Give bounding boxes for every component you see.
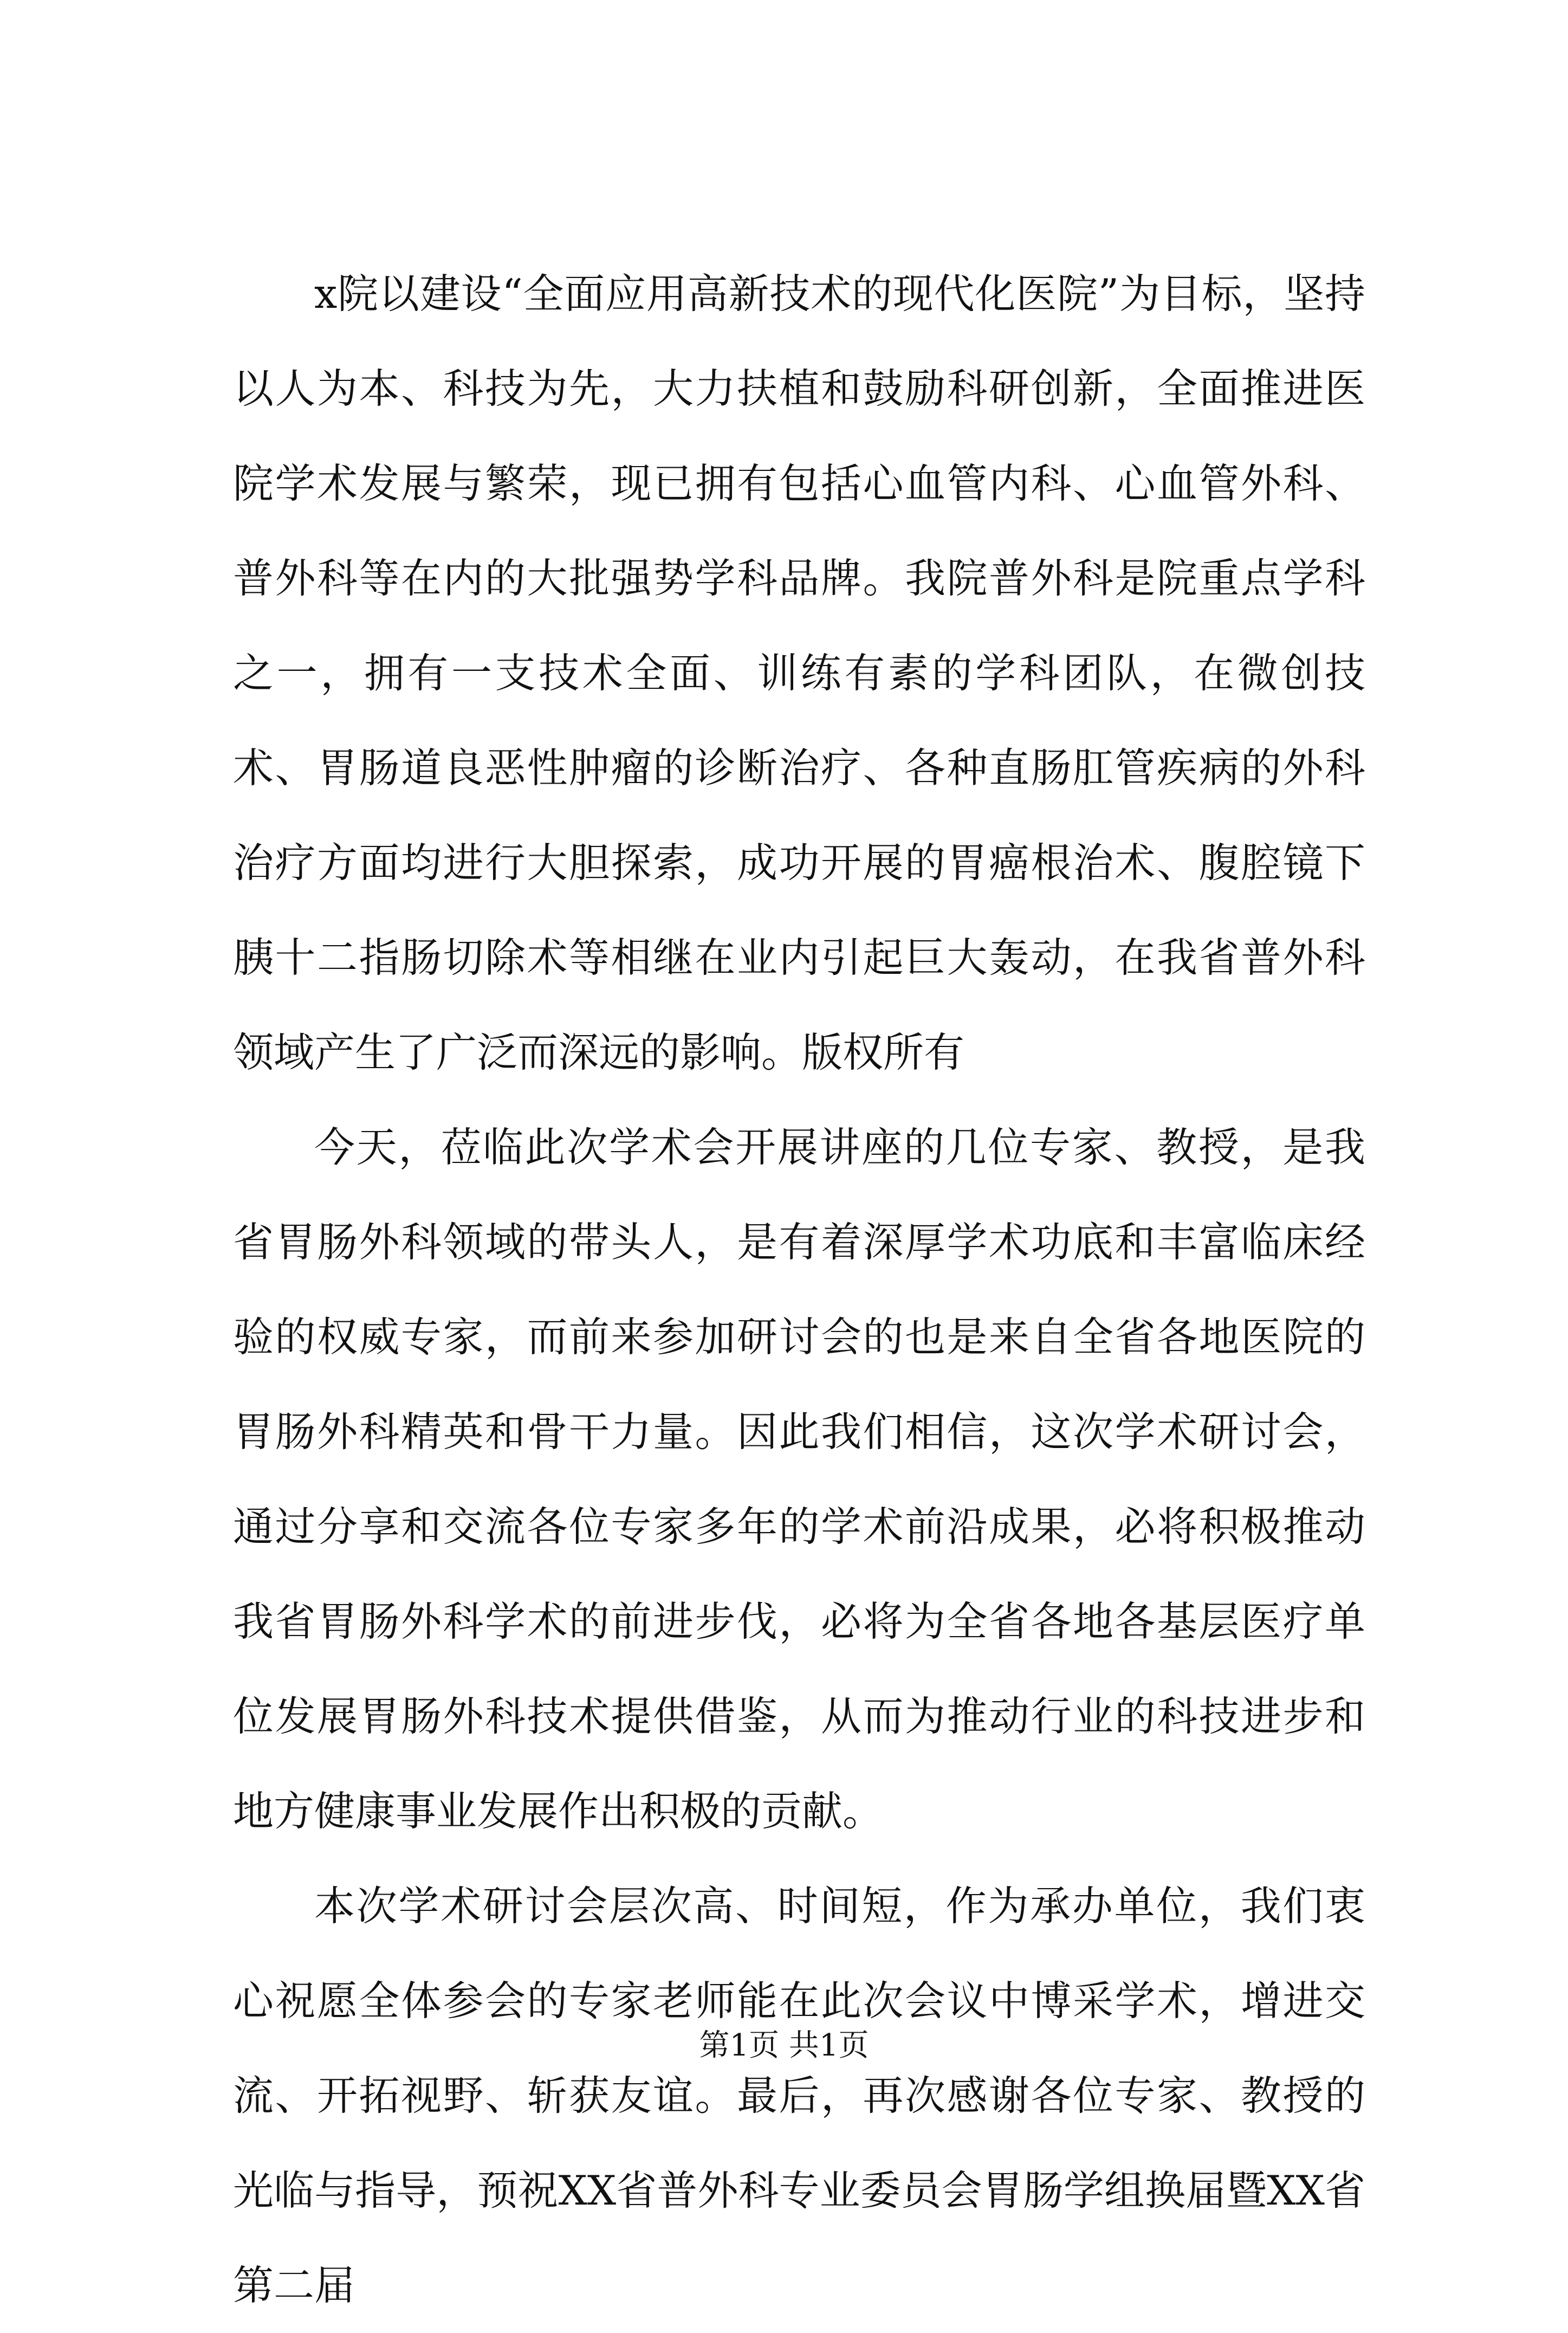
document-body xyxy=(233,247,1365,2333)
paragraph-hospital-intro: x院以建设“全面应用高新技术的现代化医院”为目标，坚持以人为本、科技为先，大力扶植和鼓励科研创新，全面推进医院学术发展与繁荣，现已拥有包括心血管内科、心血管外科、普外科等在内的大批强势学科品牌。我院普外科是院重点学科之一，拥有一支技术全面、训练有素的学科团队，在微创技术、胃肠道良恶性肿瘤的诊断治疗、各种直肠肛管疾病的外科治疗方面均进行大胆探索，成功开展的胃癌根治术、腹腔镜下胰十二指肠切除术等相继在业内引起巨大轰动，在我省普外科领域产生了广泛而深远的影响。版权所有 xyxy=(233,270,1365,1076)
paragraph-closing: 本次学术研讨会层次高、时间短，作为承办单位，我们衷心祝愿全体参会的专家老师能在此次会议中博采学术，增进交流、开拓视野、斩获友谊。最后，再次感谢各位专家、教授的光临与指导，预祝XX省普外科专业委员会胃肠学组换届暨XX省第二届 xyxy=(233,1882,1365,2309)
page-footer: 第1页 共1页 xyxy=(699,2028,869,2063)
paragraph-experts: 今天，莅临此次学术会开展讲座的几位专家、教授，是我省胃肠外科领域的带头人，是有着深厚学术功底和丰富临床经验的权威专家，而前来参加研讨会的也是来自全省各地医院的胃肠外科精英和骨干力量。因此我们相信，这次学术研讨会，通过分享和交流各位专家多年的学术前沿成果，必将积极推动我省胃肠外科学术的前进步伐，必将为全省各地各基层医疗单位发展胃肠外科技术提供借鉴，从而为推动行业的科技进步和地方健康事业发展作出积极的贡献。 xyxy=(233,1123,1365,1835)
